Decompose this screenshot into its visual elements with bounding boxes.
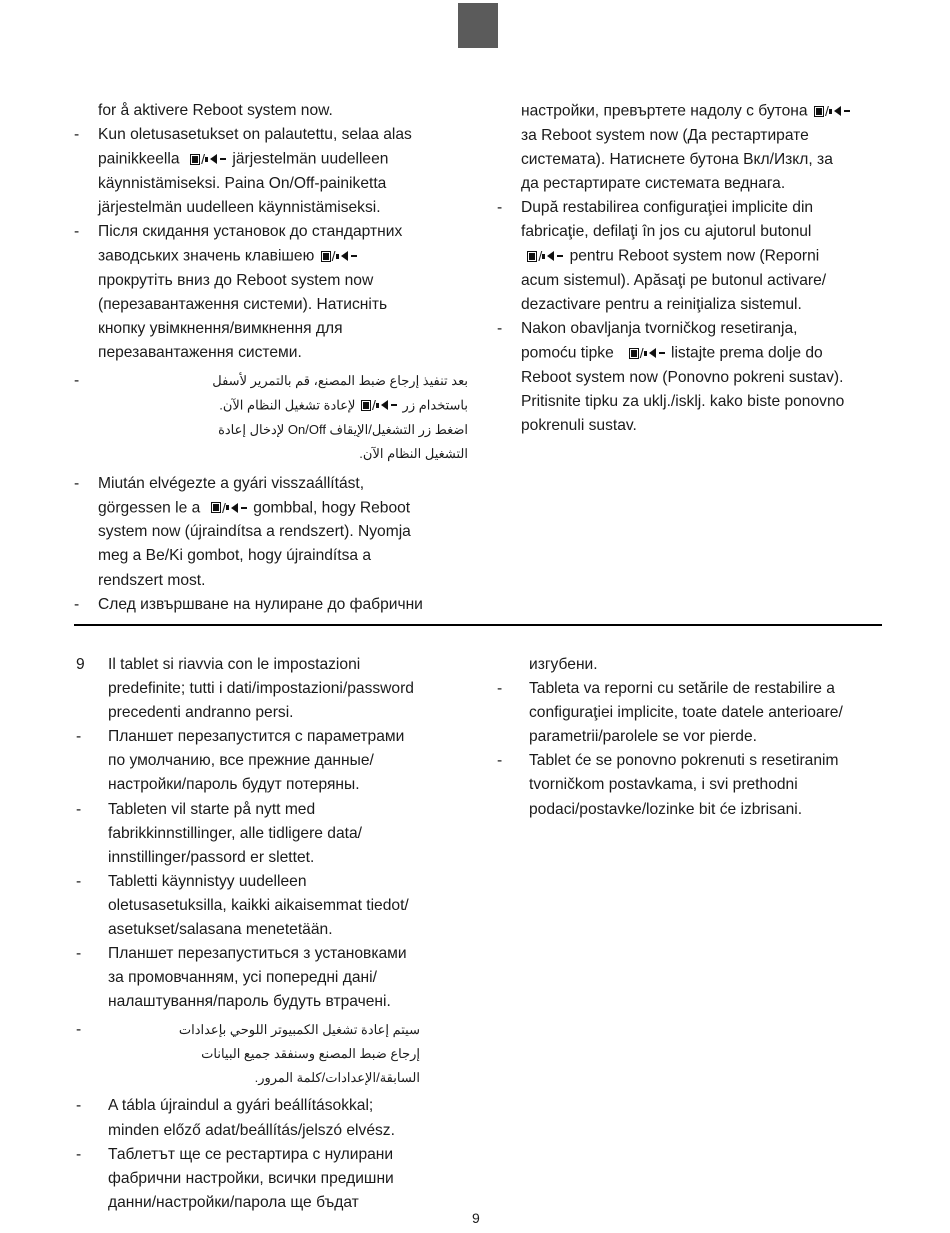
bottom-left-column bbox=[76, 653, 478, 1215]
list-item-uk: - Після скидання установок до стандартних заводських значень клавішею / прокрутіть вниз до Reboot system now (перезавантаження системи). Натисніть кнопку увімкнення/вимкнення для перезавантаження системи. bbox=[74, 223, 403, 362]
bottom-right-column: изгубени. - Tableta va reporni cu setările de restabilire a configuraţiei implicite, toate datele anterioare/ parametrii/parolele se vor pierde. - Tablet će se ponovno pokrenuti s resetiranim tvorničkom postavkama, i svi prethodni podaci/postavke/lozinke bit će izbrisani. bbox=[529, 653, 909, 822]
list-item-hr: - Tablet će se ponovno pokrenuti s resetiranim tvorničkom postavkama, i svi prethodni podaci/postavke/lozinke bit će izbrisani. bbox=[497, 752, 839, 818]
text-line: for å aktivere Reboot system now. bbox=[98, 102, 333, 119]
page-number: 9 bbox=[472, 1210, 480, 1226]
list-item-hu: - Miután elvégezte a gyári visszaállítást, görgessen le a / gombbal, hogy Reboot system now (újraindítsa a rendszert). Nyomja meg a Be/Ki gombot, hogy újraindítsa a rendszert most. bbox=[74, 474, 411, 589]
list-item-fi: - Tabletti käynnistyy uudelleen oletusasetuksilla, kaikki aikaisemmat tiedot/ asetukset/salasana menetetään. bbox=[76, 872, 409, 939]
top-left-column bbox=[74, 99, 468, 617]
list-item-uk: - Планшет перезапуститься з установками за промовчанням, усі попередні дані/ налаштування/пароль будуть втрачені. bbox=[76, 945, 407, 1011]
list-item-bg: - След извършване на нулиране до фабрични bbox=[74, 595, 423, 613]
stop-volume-down-icon: / bbox=[527, 244, 563, 268]
list-item-ro: - Tableta va reporni cu setările de restabilire a configuraţiei implicite, toate datele anterioare/ parametrii/parolele se vor pierde. bbox=[497, 680, 843, 746]
list-item-no: - Tableten vil starte på nytt med fabrikkinnstillinger, alle tidligere data/ innstillinger/passord er slettet. bbox=[76, 800, 362, 866]
stop-volume-down-icon: / bbox=[211, 496, 247, 520]
list-item-ar: - سيتم إعادة تشغيل الكمبيوتر اللوحي بإعدادات إرجاع ضبط المصنع وسنفقد جميع البيانات السابقة/الإعدادات/كلمة المرور. bbox=[76, 1021, 420, 1086]
stop-volume-down-icon: / bbox=[814, 99, 850, 123]
list-item-ru: - Планшет перезапустится с параметрами по умолчанию, все прежние данные/ настройки/пароль будут потеряны. bbox=[76, 728, 405, 794]
list-item-hu: - A tábla újraindul a gyári beállításokkal; minden előző adat/beállítás/jelszó elvész. bbox=[76, 1097, 395, 1139]
stop-volume-down-icon: / bbox=[361, 393, 397, 417]
list-item-bg: - Таблетът ще се рестартира с нулирани фабрични настройки, всички предишни данни/настройки/парола ще бъдат bbox=[76, 1145, 394, 1211]
top-right-column: настройки, превъртете надолу с бутона / за Reboot system now (Да рестартирате системата). Натиснете бутона Вкл/Изкл, за да рестартирате системата веднага. - După restabilirea configuraţiei implicite din fabricaţie, defilaţi în jos cu ajutorul butonul / pentru Reboot system now (Reporni acum sistemul). Apăsaţi pe butonul activare/ dezactivare pentru a reiniţializa sistemul. - Nakon obavljanja tvorničkog resetiranja, pomoću tipke / listajte prema dolje do Reboot system now (Ponovno pokreni sustav). Pritisnite tipku za uklj./isklj. kako biste ponovno pokrenuli sustav. bbox=[521, 99, 901, 438]
stop-volume-down-icon: / bbox=[190, 147, 226, 171]
list-item-ar: - بعد تنفيذ إرجاع ضبط المصنع، قم بالتمرير لأسفل باستخدام زر / لإعادة تشغيل النظام الآن. اضغط زر التشغيل/الإيقاف On/Off لإدخال إعادة التشغيل النظام الآن. bbox=[74, 372, 468, 461]
stop-volume-down-icon: / bbox=[629, 341, 665, 365]
list-item-fi: - Kun oletusasetukset on palautettu, selaa alas painikkeella / järjestelmän uudelleen käynnistämiseksi. Paina On/Off-painiketta järjestelmän uudelleen käynnistämiseksi. bbox=[74, 126, 412, 216]
list-item-hr: - Nakon obavljanja tvorničkog resetiranja, pomoću tipke / listajte prema dolje do Reboot system now (Ponovno pokreni sustav). Pritisnite tipku za uklj./isklj. kako biste ponovno pokrenuli sustav. bbox=[497, 319, 845, 434]
stop-volume-down-icon: / bbox=[321, 244, 357, 268]
page-tab-marker bbox=[458, 3, 498, 48]
item-number: 9 bbox=[76, 656, 85, 673]
section-divider bbox=[74, 624, 882, 626]
list-item-it: 9 Il tablet si riavvia con le impostazioni predefinite; tutti i dati/impostazioni/password precedenti andranno persi. bbox=[108, 653, 478, 725]
list-item-ro: - După restabilirea configuraţiei implicite din fabricaţie, defilaţi în jos cu ajutorul butonul / pentru Reboot system now (Reporni acum sistemul). Apăsaţi pe butonul activare/ dezactivare pentru a reiniţializa sistemul. bbox=[497, 198, 827, 313]
